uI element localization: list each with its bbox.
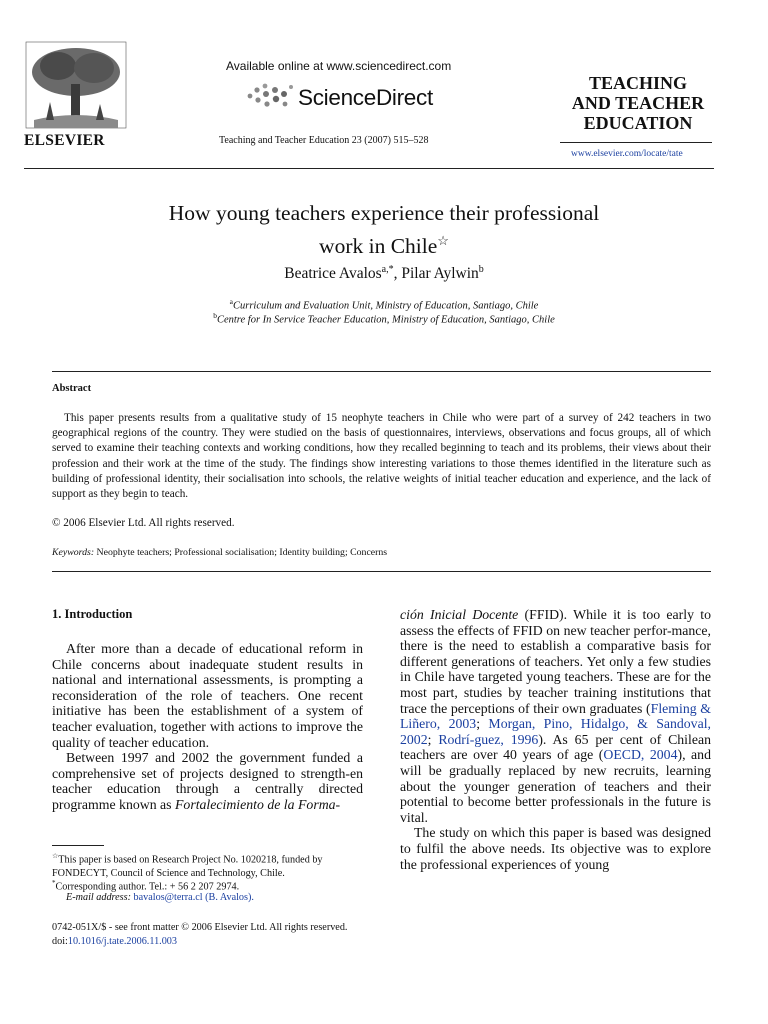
doi-label: doi:	[52, 936, 68, 947]
title-footnote-mark[interactable]: ☆	[437, 233, 449, 248]
left-column	[52, 641, 363, 813]
sciencedirect-dots-icon	[246, 82, 294, 110]
footnote-funding	[52, 850, 372, 881]
author-affil-mark[interactable]: b	[478, 264, 484, 275]
author-name: Pilar Aylwin	[401, 265, 479, 283]
journal-title	[560, 73, 716, 133]
paragraph-text: (FFID). While it is too early to assess the effects of FFID on new teacher perfor-mance, there is the need to establish a comparative basis for different generations of teachers. Yet only a few studies in Chile have targeted young teachers. These are for the most part, studies by teacher training institutions that trace the perceptions of their own graduates (	[400, 607, 711, 716]
keywords-label: Keywords:	[52, 547, 95, 558]
affil-mark: b	[213, 311, 217, 320]
footnote-rule	[52, 845, 104, 846]
affiliation-a	[60, 297, 708, 312]
keywords-text: Neophyte teachers; Professional socialisation; Identity building; Concerns	[96, 547, 388, 558]
abstract-body	[52, 411, 711, 502]
publisher-wordmark: ELSEVIER	[24, 132, 105, 149]
paragraph-text: Between 1997 and 2002 the government funded a comprehensive set of projects designed to strength-en teacher education through a centrally directed programme known as	[52, 750, 363, 812]
doi-line	[52, 936, 177, 947]
paragraph-text: ), and will be gradually replaced by new recruits, learning about the younger generation of teachers and their potential to become better professionals in the future is vital.	[400, 747, 711, 825]
email-link[interactable]: bavalos@terra.cl (B. Avalos).	[133, 892, 254, 903]
author-name: Beatrice Avalos	[284, 265, 382, 283]
italic-term: ción Inicial Docente	[400, 607, 519, 622]
paragraph: The study on which this paper is based was designed to fulfil the above needs. Its objective was to explore the professional experiences of young	[400, 825, 711, 872]
journal-title-rule	[560, 142, 712, 143]
email-label: E-mail address:	[66, 892, 131, 903]
citation-separator: ;	[427, 731, 439, 747]
section-heading: 1. Introduction	[52, 607, 133, 621]
author-list	[60, 264, 708, 283]
footnote-text: Corresponding author. Tel.: + 56 2 207 2974.	[55, 881, 240, 893]
abstract-text: This paper presents results from a qualitative study of 15 neophyte teachers in Chile who were part of a survey of 242 teachers in two geographical regions of the country. They were studied on the basis of questionnaires, interviews, observations and focus groups, all of which served to examine their teaching contexts and working conditions, how they recalled beginning to teach and its problems, their views about their profession and their work at the time of the study. The findings show interesting variations to those themes identified in the literature such as building of professional identity, their socialisation into schools, the relative weights of initial teacher education and experience, and the lack of support as they begin to teach.	[52, 412, 711, 501]
footnote-text: This paper is based on Research Project No. 1020218, funded by FONDECYT, Council of Science and Technology, Chile.	[52, 854, 323, 879]
paragraph	[52, 750, 363, 812]
citation-separator: ;	[476, 716, 489, 732]
affil-text: Centre for In Service Teacher Education, Ministry of Education, Santiago, Chile	[216, 314, 555, 326]
title-line1: How young teachers experience their professional	[168, 201, 600, 225]
keywords	[52, 547, 387, 558]
abstract-top-rule	[52, 371, 711, 372]
journal-title-line2: AND TEACHER	[571, 93, 705, 113]
footnote-mark: *	[52, 879, 56, 887]
author-affil-mark[interactable]: a,*	[381, 264, 394, 275]
abstract-copyright: © 2006 Elsevier Ltd. All rights reserved.	[52, 517, 235, 529]
journal-title-line1: TEACHING	[588, 73, 687, 93]
citation-link[interactable]: Morgan, Pino, Hidalgo, & Sandoval, 2002	[400, 716, 711, 747]
front-matter-line: 0742-051X/$ - see front matter © 2006 Elsevier Ltd. All rights reserved.	[52, 922, 348, 933]
journal-title-line3: EDUCATION	[583, 113, 693, 133]
abstract-bottom-rule	[52, 571, 711, 572]
abstract-heading: Abstract	[52, 383, 92, 394]
available-online-text[interactable]: Available online at www.sciencedirect.com	[226, 59, 452, 73]
citation-link[interactable]: Fleming & Liñero, 2003	[400, 700, 711, 732]
paragraph-text: ). As 65 per cent of Chilean teachers are over 40 years of age (	[400, 731, 711, 763]
title-line2: work in Chile	[319, 234, 438, 259]
author-separator: ,	[393, 265, 402, 283]
citation-link[interactable]: Rodrí-guez, 1996	[438, 731, 539, 747]
italic-term: Fortalecimiento de la Forma-	[175, 796, 341, 812]
right-column	[400, 607, 711, 872]
doi-link[interactable]: 10.1016/j.tate.2006.11.003	[67, 936, 177, 947]
affiliation-b	[60, 311, 708, 326]
affil-mark: a	[229, 297, 233, 306]
affil-text: Curriculum and Evaluation Unit, Ministry of Education, Santiago, Chile	[232, 300, 539, 312]
footnote-email	[66, 891, 386, 905]
paragraph	[400, 607, 711, 825]
journal-url-link[interactable]: www.elsevier.com/locate/tate	[571, 149, 683, 159]
article-title	[60, 199, 708, 260]
journal-citation: Teaching and Teacher Education 23 (2007) 515–528	[219, 135, 429, 146]
sciencedirect-wordmark: ScienceDirect	[298, 85, 433, 110]
citation-link[interactable]: OECD, 2004	[603, 747, 678, 763]
header-divider	[24, 168, 714, 169]
paragraph: After more than a decade of educational reform in Chile concerns about inadequate student results in national and international assessments, is prompting a reconsideration of the role of teachers. One recent initiative has been the establishment of a system of teacher evaluation, together with actions to improve the quality of teacher education.	[52, 641, 363, 750]
footnote-mark: ☆	[52, 852, 59, 860]
